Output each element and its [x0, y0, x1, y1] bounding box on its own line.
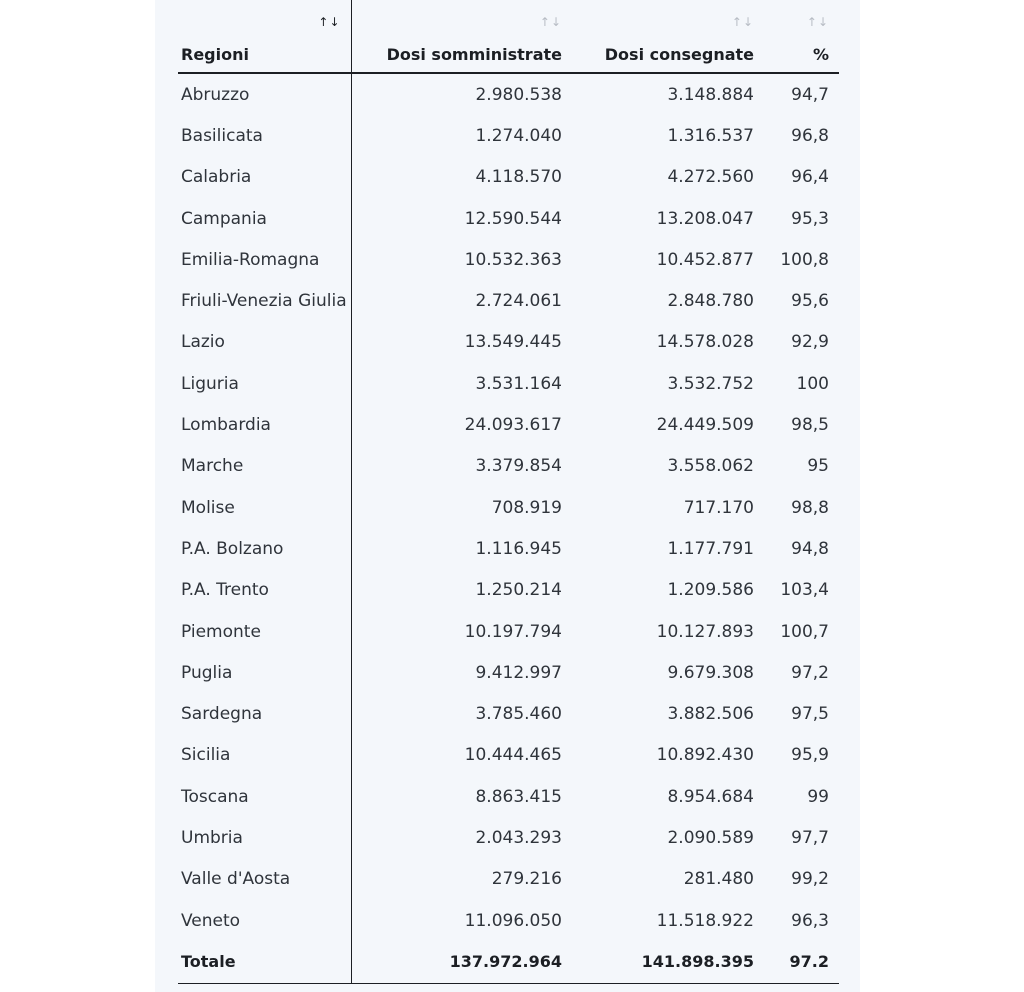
- cell-region: Friuli-Venezia Giulia: [178, 280, 351, 321]
- table-row: [178, 157, 839, 198]
- cell-percent: 100: [796, 373, 829, 394]
- cell-administered: 708.919: [491, 497, 562, 518]
- table-row: [178, 817, 839, 858]
- cell-region: Sicilia: [178, 735, 351, 776]
- cell-administered: 1.116.945: [475, 538, 562, 559]
- cell-region: Umbria: [178, 817, 351, 858]
- cell-delivered: 2.848.780: [667, 291, 754, 312]
- cell-delivered: 13.208.047: [656, 208, 754, 229]
- table-row: [178, 735, 839, 776]
- cell-percent: 97,7: [791, 827, 829, 848]
- cell-delivered: 1.177.791: [667, 538, 754, 559]
- table-row: [178, 570, 839, 611]
- cell-percent: 97,5: [791, 704, 829, 725]
- cell-delivered: 141.898.395: [572, 941, 764, 983]
- cell-region: Lazio: [178, 322, 351, 363]
- cell-region: Sardegna: [178, 693, 351, 734]
- cell-region: Basilicata: [178, 115, 351, 156]
- cell-delivered: 3.532.752: [667, 373, 754, 394]
- cell-percent: 95,3: [791, 208, 829, 229]
- table-body: [178, 73, 839, 983]
- column-header-delivered[interactable]: [572, 0, 764, 73]
- cell-percent: 99,2: [791, 869, 829, 890]
- sort-arrows-icon[interactable]: ↑↓: [731, 15, 754, 29]
- cell-delivered: 10.892.430: [656, 745, 754, 766]
- vaccination-table: [178, 0, 839, 984]
- cell-delivered: 11.518.922: [656, 910, 754, 931]
- cell-delivered: 4.272.560: [667, 167, 754, 188]
- cell-region: Campania: [178, 198, 351, 239]
- cell-administered: 12.590.544: [464, 208, 562, 229]
- cell-administered: 3.785.460: [475, 704, 562, 725]
- cell-region: Marche: [178, 446, 351, 487]
- cell-region: Abruzzo: [178, 73, 351, 115]
- cell-region: Calabria: [178, 157, 351, 198]
- table-row: [178, 280, 839, 321]
- cell-administered: 11.096.050: [464, 910, 562, 931]
- cell-percent: 96,8: [791, 125, 829, 146]
- cell-percent: 92,9: [791, 332, 829, 353]
- sort-arrows-icon[interactable]: ↑↓: [539, 15, 562, 29]
- cell-delivered: 1.316.537: [667, 125, 754, 146]
- cell-percent: 96,3: [791, 910, 829, 931]
- cell-delivered: 1.209.586: [667, 580, 754, 601]
- cell-region: Totale: [178, 941, 351, 983]
- column-header-administered[interactable]: [351, 0, 572, 73]
- table-row: [178, 859, 839, 900]
- table-row: [178, 404, 839, 445]
- column-header-percent[interactable]: [764, 0, 839, 73]
- cell-delivered: 9.679.308: [667, 662, 754, 683]
- cell-percent: 97.2: [764, 941, 839, 983]
- cell-delivered: 3.558.062: [667, 456, 754, 477]
- cell-administered: 10.444.465: [464, 745, 562, 766]
- cell-delivered: 281.480: [683, 869, 754, 890]
- table-row: [178, 776, 839, 817]
- cell-region: P.A. Trento: [178, 570, 351, 611]
- table-row: [178, 198, 839, 239]
- cell-percent: 100,8: [780, 249, 829, 270]
- cell-region: Valle d'Aosta: [178, 859, 351, 900]
- table-row: [178, 446, 839, 487]
- cell-percent: 94,7: [791, 84, 829, 105]
- table-row: [178, 528, 839, 569]
- cell-region: Veneto: [178, 900, 351, 941]
- cell-administered: 2.724.061: [475, 291, 562, 312]
- table-row: [178, 115, 839, 156]
- cell-percent: 97,2: [791, 662, 829, 683]
- cell-region: Emilia-Romagna: [178, 239, 351, 280]
- cell-percent: 95,6: [791, 291, 829, 312]
- table-row: [178, 322, 839, 363]
- cell-percent: 95,9: [791, 745, 829, 766]
- cell-region: Lombardia: [178, 404, 351, 445]
- cell-region: Piemonte: [178, 611, 351, 652]
- cell-administered: 2.043.293: [475, 827, 562, 848]
- cell-delivered: 3.882.506: [667, 704, 754, 725]
- table-row: [178, 611, 839, 652]
- cell-administered: 279.216: [491, 869, 562, 890]
- cell-administered: 24.093.617: [464, 415, 562, 436]
- cell-delivered: 10.452.877: [656, 249, 754, 270]
- cell-administered: 1.274.040: [475, 125, 562, 146]
- table-row: [178, 239, 839, 280]
- cell-administered: 3.531.164: [475, 373, 562, 394]
- cell-region: Puglia: [178, 652, 351, 693]
- table-row: [178, 900, 839, 941]
- total-row: [178, 941, 839, 983]
- cell-region: Toscana: [178, 776, 351, 817]
- column-header-label: Dosi consegnate: [604, 45, 754, 64]
- column-header-region[interactable]: [178, 0, 351, 73]
- column-header-label: Dosi somministrate: [386, 45, 562, 64]
- cell-administered: 9.412.997: [475, 662, 562, 683]
- table-row: [178, 363, 839, 404]
- cell-percent: 98,5: [791, 415, 829, 436]
- sort-arrows-icon[interactable]: ↑↓: [806, 15, 829, 29]
- column-header-label: Regioni: [181, 45, 249, 64]
- cell-administered: 10.532.363: [464, 249, 562, 270]
- cell-delivered: 8.954.684: [667, 786, 754, 807]
- cell-administered: 137.972.964: [351, 941, 572, 983]
- cell-delivered: 2.090.589: [667, 827, 754, 848]
- cell-region: Liguria: [178, 363, 351, 404]
- cell-delivered: 24.449.509: [656, 415, 754, 436]
- cell-administered: 3.379.854: [475, 456, 562, 477]
- cell-administered: 10.197.794: [464, 621, 562, 642]
- cell-administered: 1.250.214: [475, 580, 562, 601]
- cell-administered: 8.863.415: [475, 786, 562, 807]
- sort-arrows-icon[interactable]: ↑↓: [318, 15, 341, 29]
- header-row: [178, 0, 839, 73]
- cell-delivered: 10.127.893: [656, 621, 754, 642]
- cell-percent: 96,4: [791, 167, 829, 188]
- cell-percent: 99: [807, 786, 829, 807]
- cell-region: Molise: [178, 487, 351, 528]
- table-row: [178, 487, 839, 528]
- table-row: [178, 693, 839, 734]
- cell-delivered: 3.148.884: [667, 84, 754, 105]
- cell-percent: 103,4: [780, 580, 829, 601]
- cell-delivered: 717.170: [683, 497, 754, 518]
- cell-percent: 98,8: [791, 497, 829, 518]
- cell-delivered: 14.578.028: [656, 332, 754, 353]
- cell-percent: 94,8: [791, 538, 829, 559]
- cell-percent: 95: [807, 456, 829, 477]
- column-header-label: %: [812, 45, 829, 64]
- cell-administered: 13.549.445: [464, 332, 562, 353]
- table-row: [178, 652, 839, 693]
- cell-region: P.A. Bolzano: [178, 528, 351, 569]
- table-row: [178, 73, 839, 115]
- cell-administered: 2.980.538: [475, 84, 562, 105]
- cell-percent: 100,7: [780, 621, 829, 642]
- cell-administered: 4.118.570: [475, 167, 562, 188]
